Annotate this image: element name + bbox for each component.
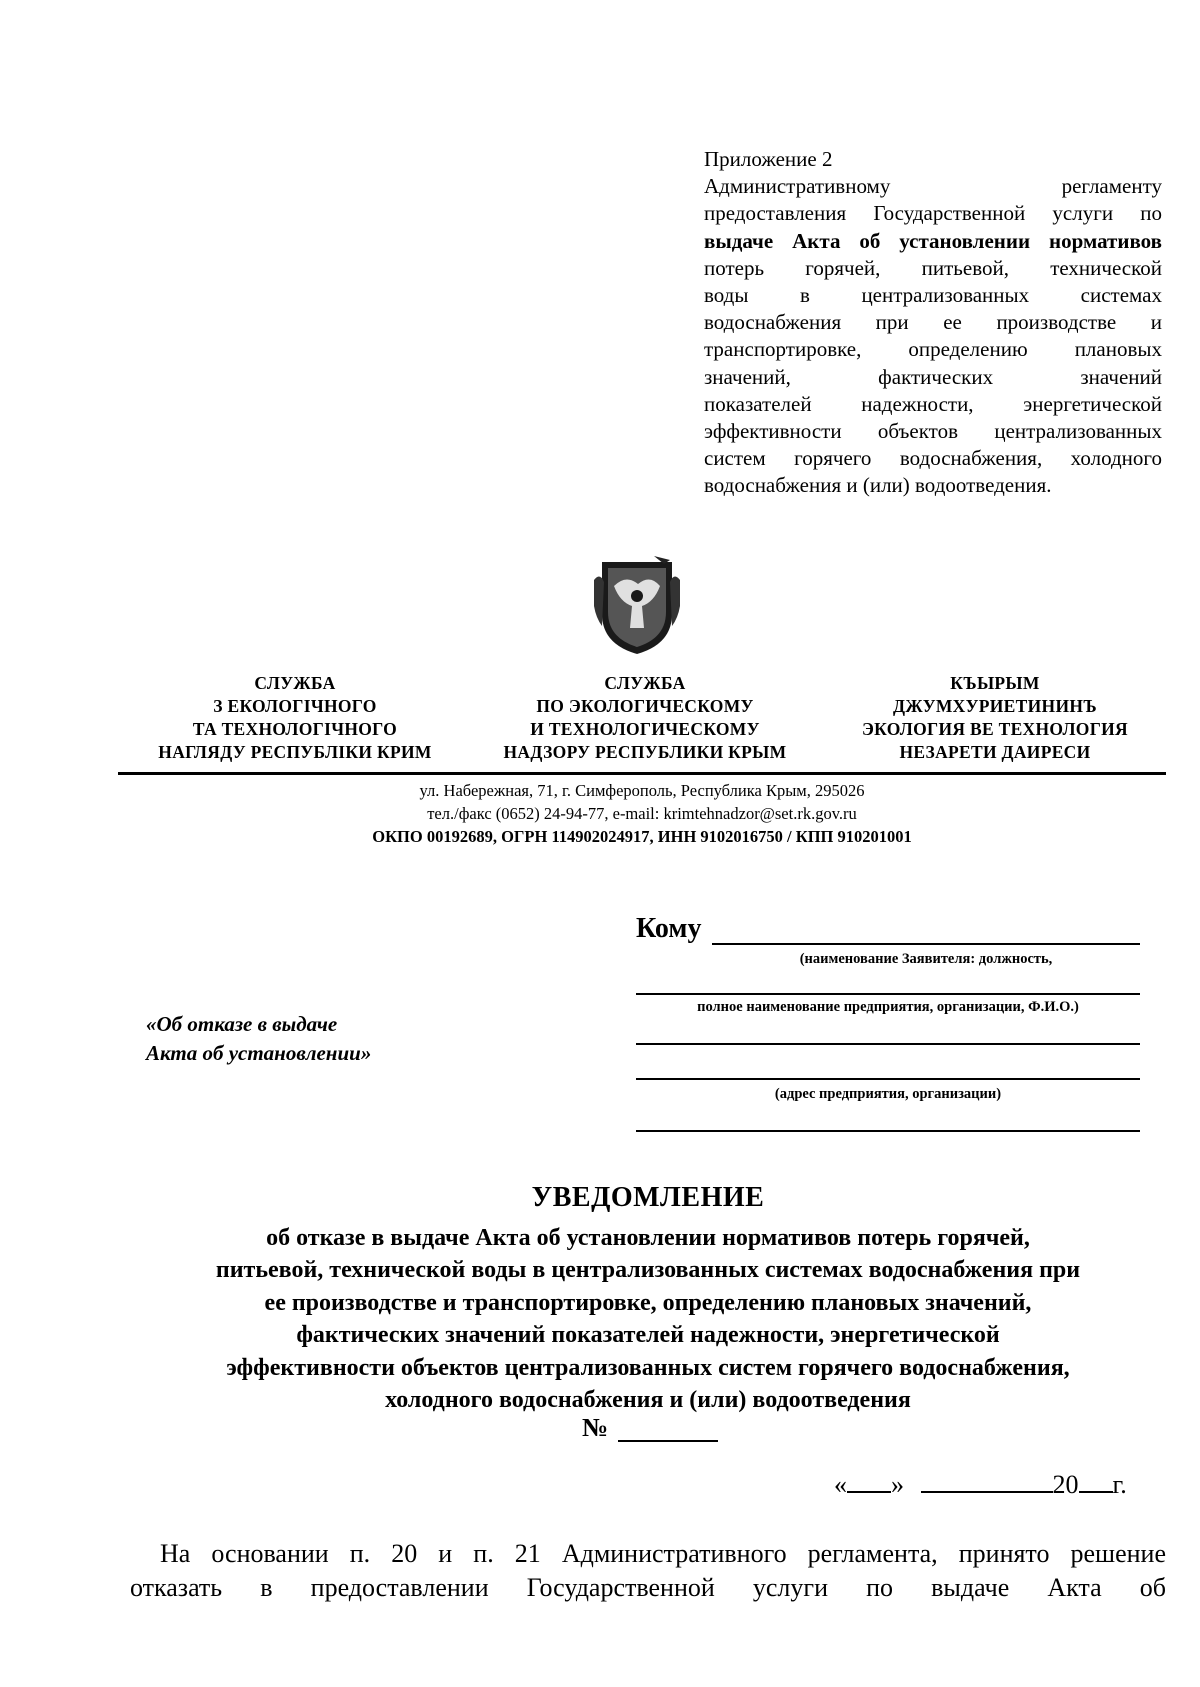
document-number-label: № [582, 1413, 609, 1442]
appendix-line: систем горячего водоснабжения, холодного [704, 446, 1162, 471]
recipient-line-2 [636, 993, 1140, 995]
org-line: НЕЗАРЕТИ ДАИРЕСИ [899, 742, 1091, 762]
org-line: НАГЛЯДУ РЕСПУБЛІКИ КРИМ [158, 742, 432, 762]
subject-line: «Об отказе в выдаче [146, 1012, 338, 1036]
org-line: ЭКОЛОГИЯ ВЕ ТЕХНОЛОГИЯ [862, 719, 1128, 739]
year-blank [1079, 1491, 1113, 1493]
month-blank [921, 1491, 1053, 1493]
appendix-line: предоставления Государственной услуги по [704, 201, 1162, 226]
recipient-hint-1: (наименование Заявителя: должность, [799, 951, 1053, 967]
appendix-block [704, 146, 1162, 500]
org-line: СЛУЖБА [604, 673, 686, 693]
phone-email-text: тел./факс (0652) 24-94-77, e-mail: krimtehnadzor@set.rk.gov.ru [427, 804, 857, 823]
body-paragraph [130, 1537, 1166, 1605]
year-suffix: г. [1112, 1470, 1127, 1499]
subtitle-line: питьевой, технической воды в централизованных системах водоснабжения при [215, 1257, 1081, 1284]
org-line: ПО ЭКОЛОГИЧЕСКОМУ [536, 696, 754, 716]
address-text: ул. Набережная, 71, г. Симферополь, Республика Крым, 295026 [419, 781, 865, 800]
recipient-line-1 [712, 943, 1140, 945]
appendix-line: водоснабжения и (или) водоотведения. [704, 473, 1052, 498]
contact-info [118, 779, 1166, 848]
appendix-line: выдаче Акта об установлении нормативов [704, 228, 1162, 253]
subtitle-line: фактических значений показателей надежности, энергетической [296, 1322, 1000, 1349]
subtitle-line: холодного водоснабжения и (или) водоотведения [385, 1387, 911, 1414]
org-line: ТА ТЕХНОЛОГІЧНОГО [192, 719, 398, 739]
body-line: отказать в предоставлении Государственной услуги по выдаче Акта об [130, 1573, 1166, 1602]
org-line: СЛУЖБА [254, 673, 336, 693]
recipient-line-4 [636, 1078, 1140, 1080]
appendix-line: Приложение 2 [704, 147, 833, 171]
document-title: УВЕДОМЛЕНИЕ [531, 1182, 765, 1213]
registration-codes: ОКПО 00192689, ОГРН 114902024917, ИНН 9102016750 / КПП 910201001 [372, 827, 912, 846]
subtitle-line: эффективности объектов централизованных систем горячего водоснабжения, [226, 1354, 1070, 1381]
org-name-ukrainian [130, 672, 460, 764]
org-line: И ТЕХНОЛОГИЧЕСКОМУ [530, 719, 760, 739]
appendix-line: показателей надежности, энергетической [704, 391, 1162, 416]
year-prefix: 20 [1052, 1470, 1079, 1499]
recipient-line-5 [636, 1130, 1140, 1132]
appendix-line: водоснабжения при ее производстве и [704, 310, 1162, 335]
recipient-label: Кому [636, 913, 702, 944]
org-line: З ЕКОЛОГІЧНОГО [213, 696, 377, 716]
recipient-hint-2: полное наименование предприятия, организации, Ф.И.О.) [697, 999, 1079, 1015]
body-line: На основании п. 20 и п. 21 Административного регламента, принято решение [160, 1539, 1166, 1568]
recipient-line-3 [636, 1043, 1140, 1045]
appendix-line: значений, фактических значений [704, 364, 1162, 389]
document-number-line [618, 1440, 718, 1442]
org-line: НАДЗОРУ РЕСПУБЛИКИ КРЫМ [503, 742, 787, 762]
org-line: ДЖУМХУРИЕТИНИНЪ [893, 696, 1097, 716]
subject-line: Акта об установлении» [146, 1041, 372, 1065]
recipient-hint-3: (адрес предприятия, организации) [774, 1086, 1002, 1102]
header-divider [118, 772, 1166, 775]
appendix-line: транспортировке, определению плановых [704, 337, 1162, 362]
date-field [834, 1470, 1127, 1500]
date-open-quote: « [834, 1470, 847, 1499]
org-line: КЪЫРЫМ [950, 673, 1040, 693]
emblem-graphic [594, 556, 680, 656]
appendix-line: воды в централизованных системах [704, 283, 1162, 308]
org-name-russian [470, 672, 820, 764]
subtitle-line: об отказе в выдаче Акта об установлении нормативов потерь горячей, [266, 1225, 1030, 1251]
day-blank [847, 1491, 891, 1493]
appendix-line: потерь горячей, питьевой, технической [704, 255, 1162, 280]
subject-note [146, 1010, 371, 1068]
appendix-line: эффективности объектов централизованных [704, 419, 1162, 444]
subtitle-line: ее производстве и транспортировке, определению плановых значений, [264, 1289, 1032, 1316]
org-name-crimean-tatar [830, 672, 1160, 764]
appendix-line: Административному регламенту [704, 174, 1162, 199]
date-close-quote: » [891, 1470, 904, 1499]
document-subtitle [130, 1222, 1166, 1416]
crimea-coat-of-arms-emblem [594, 556, 680, 656]
